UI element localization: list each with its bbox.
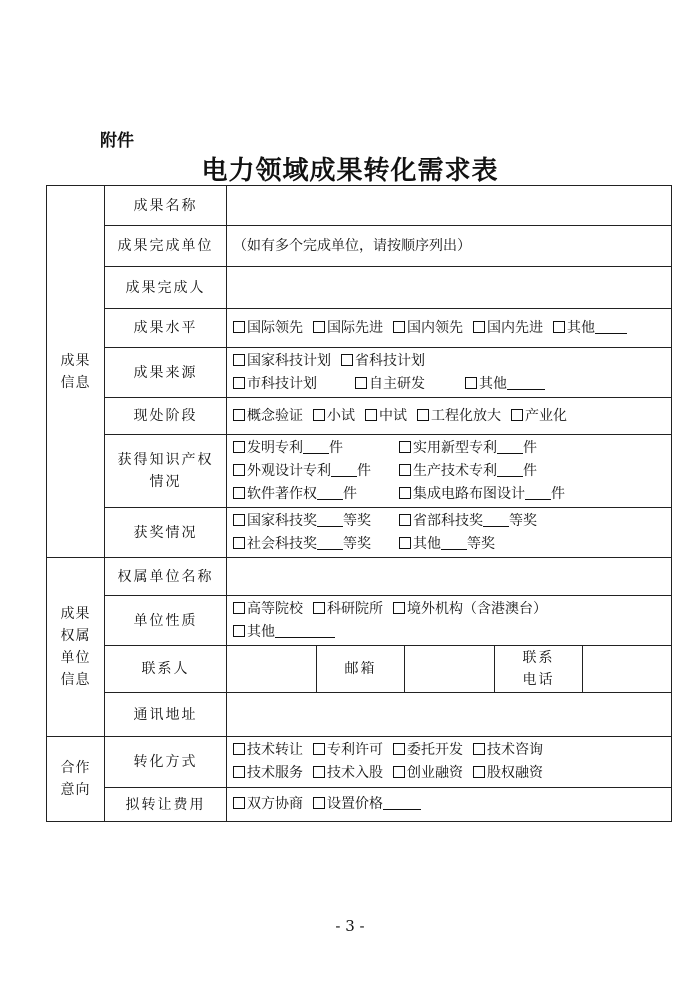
- checkbox-icon: [233, 602, 245, 614]
- stage-option[interactable]: 产业化: [511, 405, 567, 428]
- requirement-form-table: [46, 185, 672, 822]
- checkbox-icon: [233, 743, 245, 755]
- row-contact: [47, 646, 672, 693]
- blank-line[interactable]: [317, 485, 343, 500]
- transfer-fee-options: [227, 788, 672, 822]
- source-option[interactable]: 自主研发: [355, 373, 455, 396]
- mode-option[interactable]: 技术转让: [233, 739, 303, 762]
- section-achievement-info: 成果 信息: [47, 186, 105, 558]
- label-intellectual-property: 获得知识产权情况: [105, 435, 227, 508]
- source-option[interactable]: 省科技计划: [341, 350, 425, 373]
- checkbox-icon: [553, 321, 565, 333]
- checkbox-icon: [511, 409, 523, 421]
- contact-person-field[interactable]: [227, 646, 317, 693]
- ip-option[interactable]: 集成电路布图设计 件: [399, 483, 565, 506]
- checkbox-icon: [233, 537, 245, 549]
- checkbox-icon: [393, 766, 405, 778]
- checkbox-icon: [341, 354, 353, 366]
- row-unit-nature: [47, 596, 672, 646]
- checkbox-icon: [313, 766, 325, 778]
- label-achievement-name: 成果名称: [105, 186, 227, 226]
- checkbox-icon: [233, 441, 245, 453]
- source-option[interactable]: 市科技计划: [233, 373, 345, 396]
- blank-line[interactable]: [525, 485, 551, 500]
- address-field[interactable]: [227, 693, 672, 737]
- award-option[interactable]: 其他 等奖: [399, 533, 495, 556]
- award-option[interactable]: 省部科技奖 等奖: [399, 510, 537, 533]
- checkbox-icon: [233, 797, 245, 809]
- row-intellectual-property: [47, 435, 672, 508]
- level-option[interactable]: 国际领先: [233, 317, 303, 340]
- ip-option[interactable]: 外观设计专利 件: [233, 460, 389, 483]
- completion-person-field[interactable]: [227, 267, 672, 309]
- checkbox-icon: [393, 321, 405, 333]
- label-achievement-level: 成果水平: [105, 309, 227, 348]
- current-stage-options: [227, 398, 672, 435]
- checkbox-icon: [233, 409, 245, 421]
- checkbox-icon: [313, 797, 325, 809]
- label-completion-unit: 成果完成单位: [105, 226, 227, 267]
- mode-option[interactable]: 专利许可: [313, 739, 383, 762]
- stage-option[interactable]: 概念验证: [233, 405, 303, 428]
- mode-option[interactable]: 技术入股: [313, 762, 383, 785]
- row-achievement-source: [47, 348, 672, 398]
- awards-options: [227, 508, 672, 558]
- checkbox-icon: [233, 514, 245, 526]
- transfer-mode-options: [227, 737, 672, 788]
- row-completion-unit: [47, 226, 672, 267]
- label-contact-person: 联系人: [105, 646, 227, 693]
- row-address: [47, 693, 672, 737]
- checkbox-icon: [365, 409, 377, 421]
- ip-option[interactable]: 软件著作权 件: [233, 483, 389, 506]
- level-option[interactable]: 国际先进: [313, 317, 383, 340]
- checkbox-icon: [313, 409, 325, 421]
- fee-option[interactable]: 双方协商: [233, 793, 303, 816]
- checkbox-icon: [399, 537, 411, 549]
- mode-option[interactable]: 技术服务: [233, 762, 303, 785]
- mode-option[interactable]: 委托开发: [393, 739, 463, 762]
- checkbox-icon: [313, 321, 325, 333]
- checkbox-icon: [233, 464, 245, 476]
- checkbox-icon: [313, 602, 325, 614]
- fee-option[interactable]: 设置价格: [313, 793, 421, 816]
- label-address: 通讯地址: [105, 693, 227, 737]
- mode-option[interactable]: 创业融资: [393, 762, 463, 785]
- blank-line[interactable]: [331, 462, 357, 477]
- ip-option[interactable]: 生产技术专利 件: [399, 460, 537, 483]
- completion-unit-note: （如有多个完成单位，请按顺序列出）: [233, 237, 471, 254]
- blank-line[interactable]: [441, 535, 467, 550]
- blank-line[interactable]: [317, 535, 343, 550]
- label-unit-nature: 单位性质: [105, 596, 227, 646]
- checkbox-icon: [399, 514, 411, 526]
- checkbox-icon: [233, 354, 245, 366]
- blank-line[interactable]: [483, 512, 509, 527]
- nature-option[interactable]: 科研院所: [313, 598, 383, 621]
- level-option[interactable]: 国内先进: [473, 317, 543, 340]
- completion-unit-field[interactable]: [227, 226, 672, 267]
- blank-line[interactable]: [383, 795, 421, 810]
- checkbox-icon: [399, 487, 411, 499]
- row-transfer-fee: [47, 788, 672, 822]
- achievement-name-field[interactable]: [227, 186, 672, 226]
- achievement-source-options: [227, 348, 672, 398]
- checkbox-icon: [233, 321, 245, 333]
- checkbox-icon: [417, 409, 429, 421]
- label-awards: 获奖情况: [105, 508, 227, 558]
- checkbox-icon: [473, 766, 485, 778]
- nature-option[interactable]: 高等院校: [233, 598, 303, 621]
- section-cooperation: 合作 意向: [47, 737, 105, 822]
- mode-option[interactable]: 股权融资: [473, 762, 543, 785]
- level-option[interactable]: 国内领先: [393, 317, 463, 340]
- owner-name-field[interactable]: [227, 558, 672, 596]
- checkbox-icon: [233, 487, 245, 499]
- document-title: 电力领域成果转化需求表: [201, 156, 499, 186]
- row-achievement-level: [47, 309, 672, 348]
- stage-option[interactable]: 中试: [365, 405, 407, 428]
- blank-line[interactable]: [275, 623, 335, 638]
- blank-line[interactable]: [595, 319, 627, 334]
- label-achievement-source: 成果来源: [105, 348, 227, 398]
- checkbox-icon: [399, 464, 411, 476]
- ip-option[interactable]: 实用新型专利 件: [399, 437, 537, 460]
- checkbox-icon: [233, 377, 245, 389]
- level-option[interactable]: 其他: [553, 317, 627, 340]
- row-owner-name: [47, 558, 672, 596]
- label-transfer-fee: 拟转让费用: [105, 788, 227, 822]
- stage-option[interactable]: 工程化放大: [417, 405, 501, 428]
- checkbox-icon: [313, 743, 325, 755]
- label-current-stage: 现处阶段: [105, 398, 227, 435]
- unit-nature-options: [227, 596, 672, 646]
- blank-line[interactable]: [497, 439, 523, 454]
- checkbox-icon: [355, 377, 367, 389]
- award-option[interactable]: 国家科技奖 等奖: [233, 510, 389, 533]
- intellectual-property-options: [227, 435, 672, 508]
- blank-line[interactable]: [317, 512, 343, 527]
- award-option[interactable]: 社会科技奖 等奖: [233, 533, 389, 556]
- ip-option[interactable]: 发明专利 件: [233, 437, 389, 460]
- label-email: 邮箱: [317, 646, 405, 693]
- achievement-level-options: [227, 309, 672, 348]
- label-completion-person: 成果完成人: [105, 267, 227, 309]
- row-completion-person: [47, 267, 672, 309]
- row-achievement-name: [47, 186, 672, 226]
- page-number: - 3 -: [335, 917, 365, 935]
- label-transfer-mode: 转化方式: [105, 737, 227, 788]
- source-option[interactable]: 国家科技计划: [233, 350, 331, 373]
- attachment-label: 附件: [100, 131, 134, 151]
- row-transfer-mode: [47, 737, 672, 788]
- nature-option[interactable]: 其他: [233, 621, 335, 644]
- stage-option[interactable]: 小试: [313, 405, 355, 428]
- row-current-stage: [47, 398, 672, 435]
- email-field[interactable]: [405, 646, 495, 693]
- checkbox-icon: [233, 625, 245, 637]
- section-ownership-info: 成果 权属 单位 信息: [47, 558, 105, 737]
- row-awards: [47, 508, 672, 558]
- mode-option[interactable]: 技术咨询: [473, 739, 543, 762]
- blank-line[interactable]: [303, 439, 329, 454]
- checkbox-icon: [465, 377, 477, 389]
- checkbox-icon: [393, 602, 405, 614]
- blank-line[interactable]: [497, 462, 523, 477]
- label-phone: 联系 电话: [495, 646, 583, 693]
- phone-field[interactable]: [583, 646, 672, 693]
- checkbox-icon: [473, 743, 485, 755]
- checkbox-icon: [233, 766, 245, 778]
- source-option[interactable]: 其他: [465, 373, 545, 396]
- checkbox-icon: [393, 743, 405, 755]
- checkbox-icon: [399, 441, 411, 453]
- nature-option[interactable]: 境外机构（含港澳台）: [393, 598, 547, 621]
- checkbox-icon: [473, 321, 485, 333]
- label-owner-name: 权属单位名称: [105, 558, 227, 596]
- blank-line[interactable]: [507, 375, 545, 390]
